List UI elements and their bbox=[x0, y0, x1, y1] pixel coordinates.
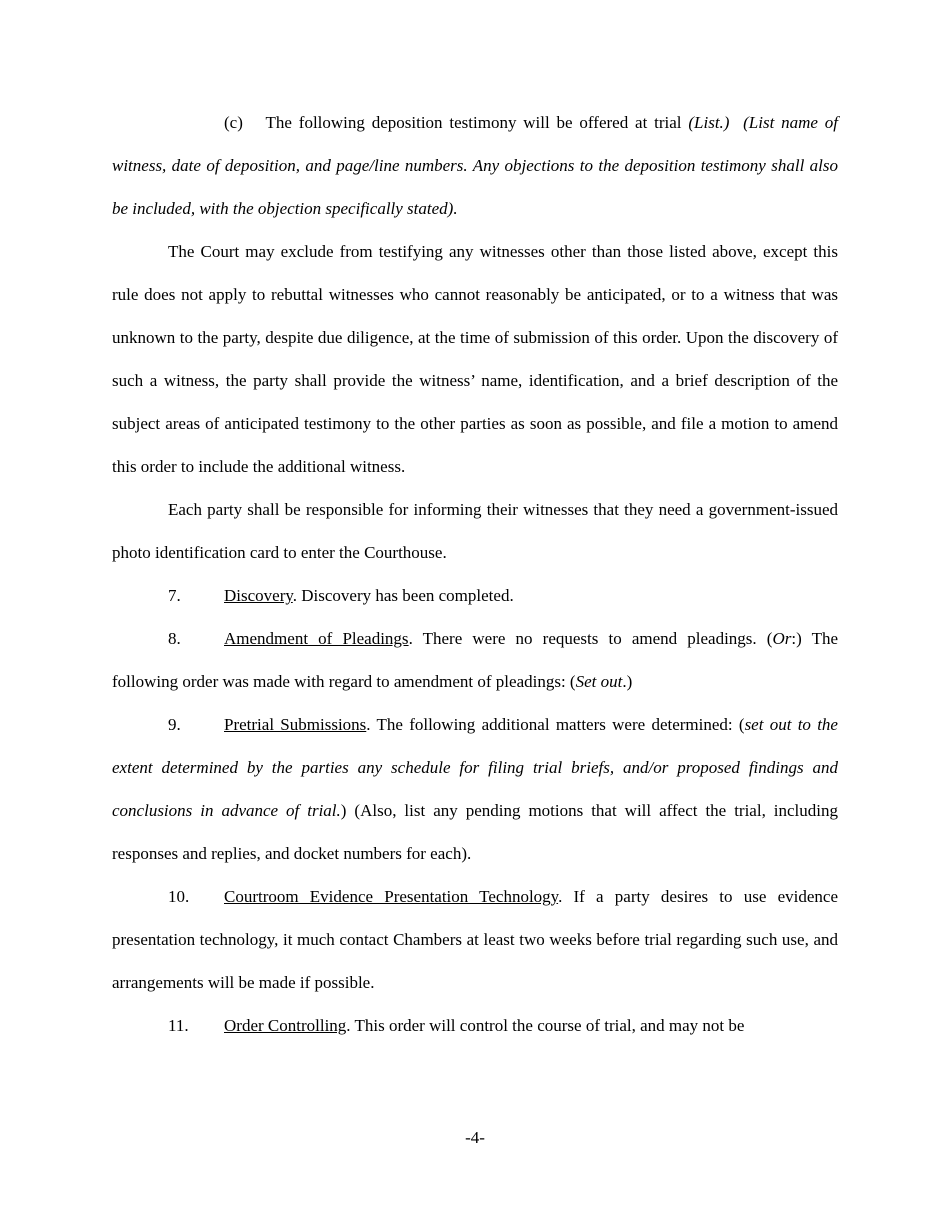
item-8-heading: Amendment of Pleadings bbox=[224, 629, 409, 648]
item-8-text-2: :) The following order was made with regard to amendment of pleadings: ( bbox=[112, 629, 839, 691]
subsection-c-note-list: (List.) bbox=[688, 113, 730, 132]
subsection-c bbox=[112, 101, 838, 230]
subsection-c-text: The following deposition testimony will be offered at trial bbox=[265, 113, 682, 132]
document-body bbox=[112, 101, 838, 1047]
item-10-number: 10. bbox=[168, 887, 190, 906]
item-8 bbox=[112, 617, 838, 703]
item-8-text-3: .) bbox=[622, 672, 633, 691]
item-7-number: 7. bbox=[168, 586, 181, 605]
subsection-c-note-details: (List name of witness, date of deposition, and page/line numbers. Any objections to the deposition testimony shall also be included, with the objection specifically stated). bbox=[112, 113, 839, 218]
item-8-number: 8. bbox=[168, 629, 181, 648]
item-10-text: . If a party desires to use evidence presentation technology, it much contact Chambers at least two weeks before trial regarding such use, and arrangements will be made if possible. bbox=[112, 887, 838, 992]
item-9-number: 9. bbox=[168, 715, 181, 734]
item-11 bbox=[112, 1004, 838, 1047]
item-10-heading: Courtroom Evidence Presentation Technology bbox=[224, 887, 559, 906]
item-7-heading: Discovery bbox=[224, 586, 293, 605]
item-9-text-2: ) (Also, list any pending motions that will affect the trial, including responses and replies, and docket numbers for each). bbox=[112, 801, 839, 863]
item-8-text-1: . There were no requests to amend pleadings. ( bbox=[408, 629, 773, 648]
item-11-text: . This order will control the course of trial, and may not be bbox=[346, 1016, 745, 1035]
page-number: -4- bbox=[465, 1128, 485, 1147]
subsection-c-label: (c) bbox=[224, 113, 243, 132]
item-9-italic: set out to the extent determined by the parties any schedule for filing trial briefs, and/or proposed findings and conclusions in advance of trial. bbox=[112, 715, 838, 820]
exclusion-paragraph: The Court may exclude from testifying any witnesses other than those listed above, except this rule does not apply to rebuttal witnesses who cannot reasonably be anticipated, or to a witness that was unknown to the party, despite due diligence, at the time of submission of this order. Upon the discovery of such a witness, the party shall provide the witness’ name, identification, and a brief description of the subject areas of anticipated testimony to the other parties as soon as possible, and file a motion to amend this order to include the additional witness. bbox=[112, 242, 838, 476]
item-9-heading: Pretrial Submissions bbox=[224, 715, 367, 734]
item-7 bbox=[112, 574, 838, 617]
item-9 bbox=[112, 703, 838, 875]
item-10 bbox=[112, 875, 838, 1004]
item-11-heading: Order Controlling bbox=[224, 1016, 347, 1035]
item-7-text: . Discovery has been completed. bbox=[292, 586, 514, 605]
item-11-number: 11. bbox=[168, 1016, 189, 1035]
identification-paragraph: Each party shall be responsible for informing their witnesses that they need a government-issued photo identification card to enter the Courthouse. bbox=[112, 500, 838, 562]
item-8-set-out: Set out bbox=[575, 672, 623, 691]
item-9-text-1: . The following additional matters were determined: ( bbox=[366, 715, 745, 734]
item-8-or: Or bbox=[772, 629, 792, 648]
